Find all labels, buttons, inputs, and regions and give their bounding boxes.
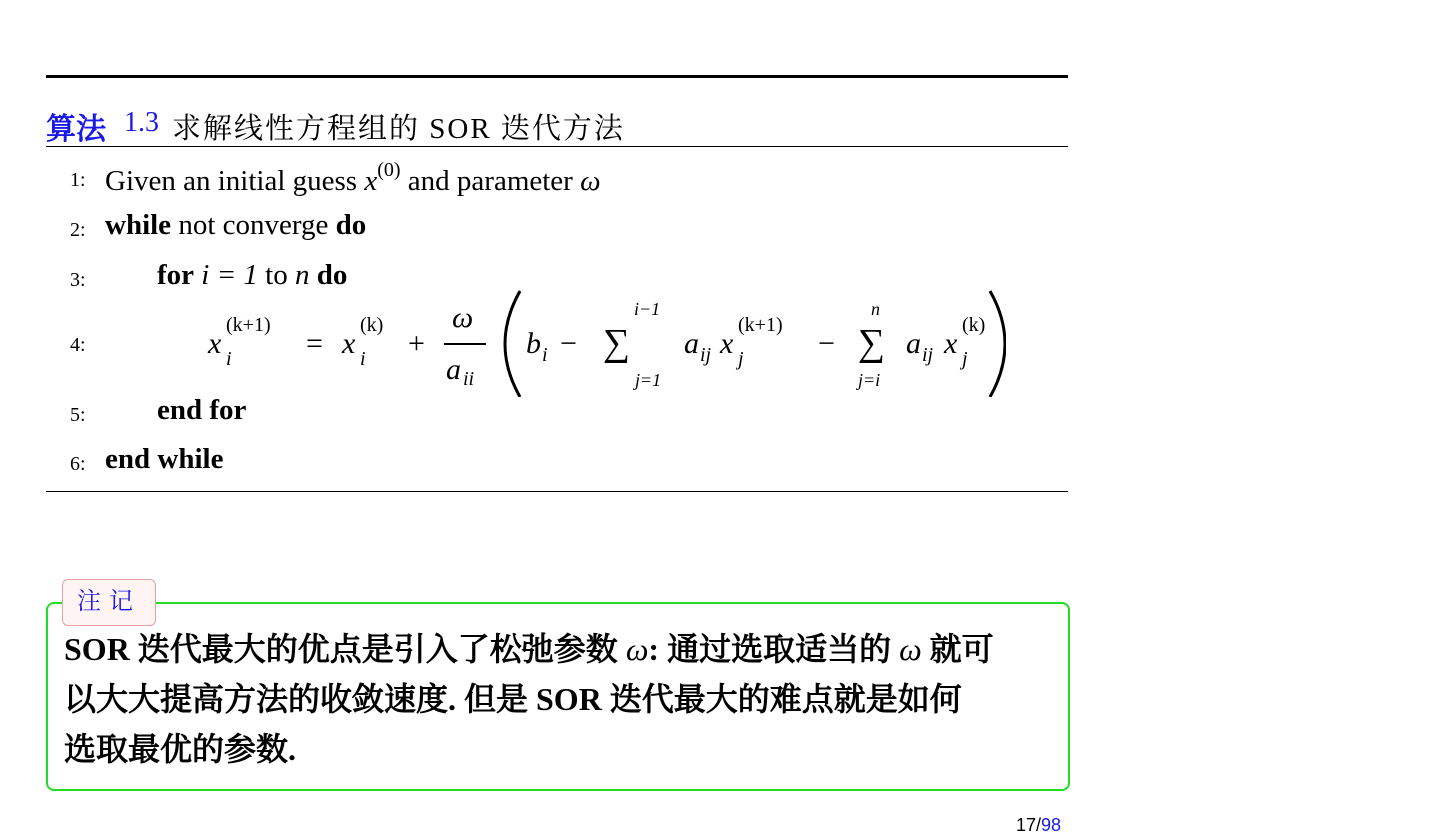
- formula-lhs-x: x: [208, 327, 222, 360]
- algorithm-line-2: [105, 209, 366, 242]
- algorithm-number: 1.3: [124, 107, 159, 138]
- formula-xj-2: x: [944, 327, 958, 360]
- loop-range-expr: i = 1: [201, 259, 258, 291]
- note-text-segment: : 通过选取适当的: [648, 631, 900, 667]
- sum2-sigma: ∑: [858, 322, 886, 364]
- line-text: not converge: [178, 209, 329, 241]
- line-text: and parameter: [407, 165, 573, 197]
- algorithm-body: [46, 147, 1068, 492]
- algorithm-line-5: end for: [157, 394, 247, 426]
- formula-x-sup: (k): [360, 314, 384, 336]
- formula-b-sub: i: [542, 344, 548, 366]
- formula-a-sub-1: ij: [700, 344, 712, 366]
- page-number: [1016, 815, 1061, 836]
- note-text-segment: 就可: [921, 631, 994, 667]
- formula-equals: =: [306, 327, 323, 360]
- formula-a-sub-2: ij: [922, 344, 934, 366]
- superscript: (0): [377, 159, 401, 181]
- line-number: 2:: [70, 219, 86, 241]
- algorithm-line-1: [105, 159, 601, 198]
- note-line-3: 选取最优的参数.: [64, 731, 297, 767]
- sum2-bottom: j=i: [858, 370, 881, 390]
- formula-lhs-sup: (k+1): [226, 314, 271, 336]
- var-x: x: [364, 165, 378, 197]
- formula-xj-sup-2: (k): [962, 314, 986, 336]
- note-line-1: [64, 624, 1054, 674]
- algorithm-title: 求解线性方程组的 SOR 迭代方法: [172, 113, 625, 145]
- note-omega: ω: [899, 631, 922, 667]
- line-number: 4:: [70, 334, 86, 356]
- sum1-top: i−1: [634, 299, 661, 319]
- formula-frac-num: ω: [452, 301, 474, 334]
- formula-xj-sub-2: j: [962, 348, 968, 370]
- note-text-segment: SOR 迭代最大的优点是引入了松弛参数: [64, 631, 626, 667]
- sum1-sigma: ∑: [603, 322, 631, 364]
- line-number: 1:: [70, 169, 86, 191]
- formula-minus-2: −: [818, 327, 835, 360]
- formula-xj-sup-1: (k+1): [738, 314, 783, 336]
- formula-xj-1: x: [720, 327, 734, 360]
- keyword: for: [157, 259, 195, 291]
- note-line-2: 以大大提高方法的收敛速度. 但是 SOR 迭代最大的难点就是如何: [64, 681, 962, 717]
- algorithm-line-6: end while: [105, 443, 224, 475]
- line-number: 5:: [70, 404, 86, 426]
- sor-update-formula: [206, 287, 1006, 397]
- formula-xj-sub-1: j: [738, 348, 744, 370]
- var-n: n: [294, 259, 310, 291]
- page-separator: /: [1036, 815, 1042, 835]
- keyword: do: [316, 259, 348, 291]
- formula-x: x: [342, 327, 356, 360]
- left-paren: [505, 291, 520, 397]
- note-tag: 注记: [62, 579, 156, 626]
- formula-plus: +: [408, 327, 425, 360]
- line-text: to: [265, 259, 288, 291]
- formula-frac-den: a: [446, 353, 461, 386]
- formula-a-2: a: [906, 327, 921, 360]
- formula-frac-den-sub: ii: [463, 368, 475, 390]
- formula-minus-1: −: [560, 327, 577, 360]
- formula-a-1: a: [684, 327, 699, 360]
- note-text: [64, 624, 1054, 774]
- right-paren: [990, 291, 1005, 397]
- keyword: do: [335, 209, 367, 241]
- page-total[interactable]: 98: [1041, 815, 1062, 835]
- page-current: 17: [1016, 815, 1037, 835]
- line-number: 6:: [70, 453, 86, 475]
- sum2-top: n: [871, 299, 880, 319]
- line-number: 3:: [70, 269, 86, 291]
- algorithm-header: [46, 78, 1068, 147]
- line-text: Given an initial guess: [105, 165, 358, 197]
- formula-x-sub: i: [360, 348, 366, 370]
- note-omega: ω: [625, 631, 649, 667]
- formula-lhs-sub: i: [226, 348, 232, 370]
- sum1-bottom: j=1: [635, 370, 662, 390]
- algorithm-tag: 算法: [46, 113, 106, 146]
- algorithm-block: [46, 75, 1068, 492]
- formula-b: b: [526, 327, 541, 360]
- var-omega: ω: [580, 165, 601, 197]
- keyword: while: [105, 209, 172, 241]
